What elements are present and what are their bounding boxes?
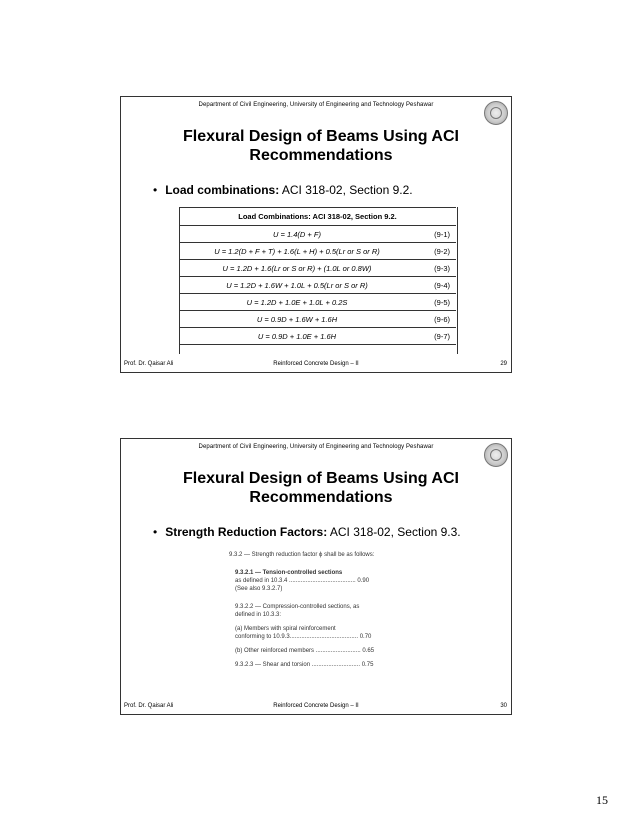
- table-row: [179, 260, 456, 277]
- table-row: [179, 243, 456, 260]
- footer-course: Reinforced Concrete Design – II: [273, 361, 359, 367]
- bullet-bold: Strength Reduction Factors:: [165, 525, 328, 539]
- table-row: [179, 294, 456, 311]
- title-line-2: Recommendations: [249, 147, 393, 164]
- page-number: 15: [596, 793, 608, 807]
- code-excerpt: [229, 551, 407, 669]
- title-line-2: Recommendations: [249, 489, 393, 506]
- code-line: as defined in 10.3.4 ........................................ 0.90: [235, 578, 370, 584]
- equation-ref: (9-2): [415, 243, 456, 260]
- table-header: Load Combinations: ACI 318-02, Section 9.2.: [179, 208, 456, 226]
- equation: U = 0.9D + 1.0E + 1.6H: [179, 328, 415, 345]
- table-row: [179, 328, 456, 345]
- equation: U = 1.2(D + F + T) + 1.6(L + H) + 0.5(Lr or S or R): [179, 243, 415, 260]
- equation-ref: (9-3): [415, 260, 456, 277]
- code-line: 9.3.2 — Strength reduction factor ϕ shall be as follows:: [229, 552, 375, 558]
- code-line: conforming to 10.9.3......................................... 0.70: [235, 634, 372, 640]
- equation: U = 1.4(D + F): [179, 226, 415, 243]
- equation-ref: (9-4): [415, 277, 456, 294]
- code-line: 9.3.2.2 — Compression-controlled sections, as: [235, 604, 360, 610]
- slide-29: [120, 96, 512, 373]
- department-header: Department of Civil Engineering, University of Engineering and Technology Peshawar: [198, 102, 434, 108]
- slide-number: 29: [500, 361, 507, 367]
- equation: U = 1.2D + 1.6W + 1.0L + 0.5(Lr or S or R): [179, 277, 415, 294]
- bullet-icon: •: [153, 525, 158, 539]
- bullet-load-combinations: [153, 183, 413, 197]
- bullet-icon: •: [153, 183, 158, 197]
- equation-ref: (9-6): [415, 311, 456, 328]
- equation: U = 1.2D + 1.0E + 1.0L + 0.2S: [179, 294, 415, 311]
- university-seal-icon: [484, 101, 508, 125]
- footer-author: Prof. Dr. Qaisar Ali: [124, 361, 174, 367]
- equation-ref: (9-1): [415, 226, 456, 243]
- footer-course: Reinforced Concrete Design – II: [273, 703, 359, 709]
- equation-ref: (9-5): [415, 294, 456, 311]
- code-line: (b) Other reinforced members ........................... 0.65: [235, 648, 375, 654]
- title-line-1: Flexural Design of Beams Using ACI: [183, 128, 459, 145]
- bullet-text: ACI 318-02, Section 9.2.: [279, 183, 413, 197]
- slide-title: [141, 469, 501, 507]
- code-line: (a) Members with spiral reinforcement: [235, 626, 336, 632]
- code-line: 9.3.2.3 — Shear and torsion ............................. 0.75: [235, 662, 374, 668]
- department-header: Department of Civil Engineering, University of Engineering and Technology Peshawar: [198, 444, 434, 450]
- university-seal-icon: [484, 443, 508, 467]
- equation: U = 1.2D + 1.6(Lr or S or R) + (1.0L or 0.8W): [179, 260, 415, 277]
- code-line: (See also 9.3.2.7): [235, 586, 283, 592]
- title-line-1: Flexural Design of Beams Using ACI: [183, 470, 459, 487]
- code-line: 9.3.2.1 — Tension-controlled sections: [235, 570, 343, 576]
- slide-30: [120, 438, 512, 715]
- load-combinations-table: [179, 207, 456, 345]
- table-row: [179, 311, 456, 328]
- slide-number: 30: [500, 703, 507, 709]
- code-line: defined in 10.3.3:: [235, 612, 282, 618]
- bullet-bold: Load combinations:: [165, 183, 280, 197]
- equation-ref: (9-7): [415, 328, 456, 345]
- slide-title: [141, 127, 501, 165]
- footer-author: Prof. Dr. Qaisar Ali: [124, 703, 174, 709]
- bullet-strength-reduction: [153, 525, 461, 539]
- bullet-text: ACI 318-02, Section 9.3.: [327, 525, 461, 539]
- table-row: [179, 226, 456, 243]
- equation: U = 0.9D + 1.6W + 1.6H: [179, 311, 415, 328]
- table-row: [179, 277, 456, 294]
